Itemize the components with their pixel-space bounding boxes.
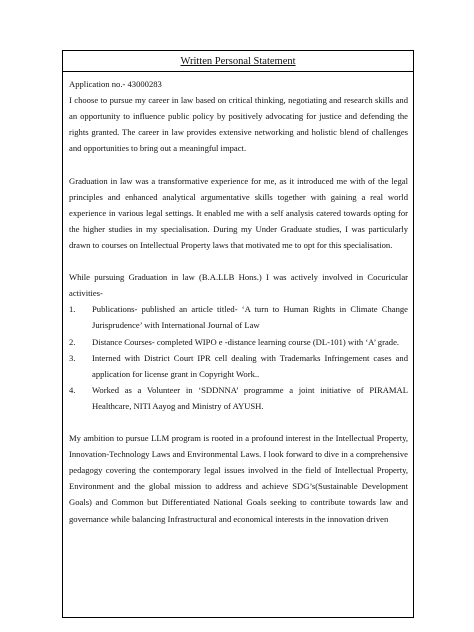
list-item-number: 2. [69, 336, 76, 347]
list-item-text: Publications- published an article titled- ‘A turn to Human Rights in Climate Change Jurisprudence’ with International Journal of Law [92, 304, 408, 331]
list-item [69, 350, 408, 382]
list-item-number: 1. [69, 304, 76, 315]
paragraph-graduation: Graduation in law was a transformative experience for me, as it introduced me with of the legal principles and enhanced analytical argumentative skills together with gaining a real world experience in various legal settings. It enabled me with a self analysis catered towards opting for the higher studies in my specialisation. During my Under Graduate studies, I was particularly drawn to courses on Intellectual Property laws that motivated me to opt for this specialisation. [69, 175, 408, 250]
list-item [69, 334, 408, 350]
activities-list [69, 301, 408, 414]
paragraph-activities-intro: While pursuing Graduation in law (B.A.LLB Hons.) I was actively involved in Cocuricular activities- [69, 272, 408, 299]
title-bar [63, 51, 413, 72]
paragraph-gap [69, 253, 408, 269]
list-item [69, 301, 408, 333]
document-title: Written Personal Statement [180, 56, 296, 67]
list-item-number: 3. [69, 352, 76, 363]
document-body [63, 72, 413, 527]
paragraph-gap [69, 414, 408, 430]
list-item-number: 4. [69, 384, 76, 395]
list-item [69, 382, 408, 414]
paragraph-ambition: My ambition to pursue LLM program is rooted in a profound interest in the Intellectual Property, Innovation-Technology Laws and Environmental Laws. I look forward to dive in a comprehensive pedagogy covering the contemporary legal issues involved in the field of Intellectual Property, Environment and the global mission to address and achieve SDG’s(Sustainable Development Goals) and Common but Differentiated National Goals seeking to contribute towards law and governance while balancing Infrastructural and economical interests in the innovation driven [69, 433, 408, 524]
list-item-text: Interned with District Court IPR cell dealing with Trademarks Infringement cases and application for license grant in Copyright Work.. [92, 352, 408, 379]
paragraph-gap [69, 156, 408, 172]
list-item-text: Worked as a Volunteer in ‘SDDNNA’ programme a joint initiative of PIRAMAL Healthcare, NITI Aayog and Ministry of AYUSH. [92, 384, 408, 411]
list-item-text: Distance Courses- completed WIPO e -distance learning course (DL-101) with ‘A’ grade. [92, 336, 400, 347]
paragraph-career-choice: I choose to pursue my career in law based on critical thinking, negotiating and research skills and an opportunity to influence public policy by positively advocating for justice and defending the rights granted. The career in law provides extensive networking and holistic blend of challenges and opportunities to bring out a meaningful impact. [69, 95, 408, 154]
application-number: Application no.- 43000283 [69, 79, 162, 89]
statement-page [62, 50, 414, 618]
